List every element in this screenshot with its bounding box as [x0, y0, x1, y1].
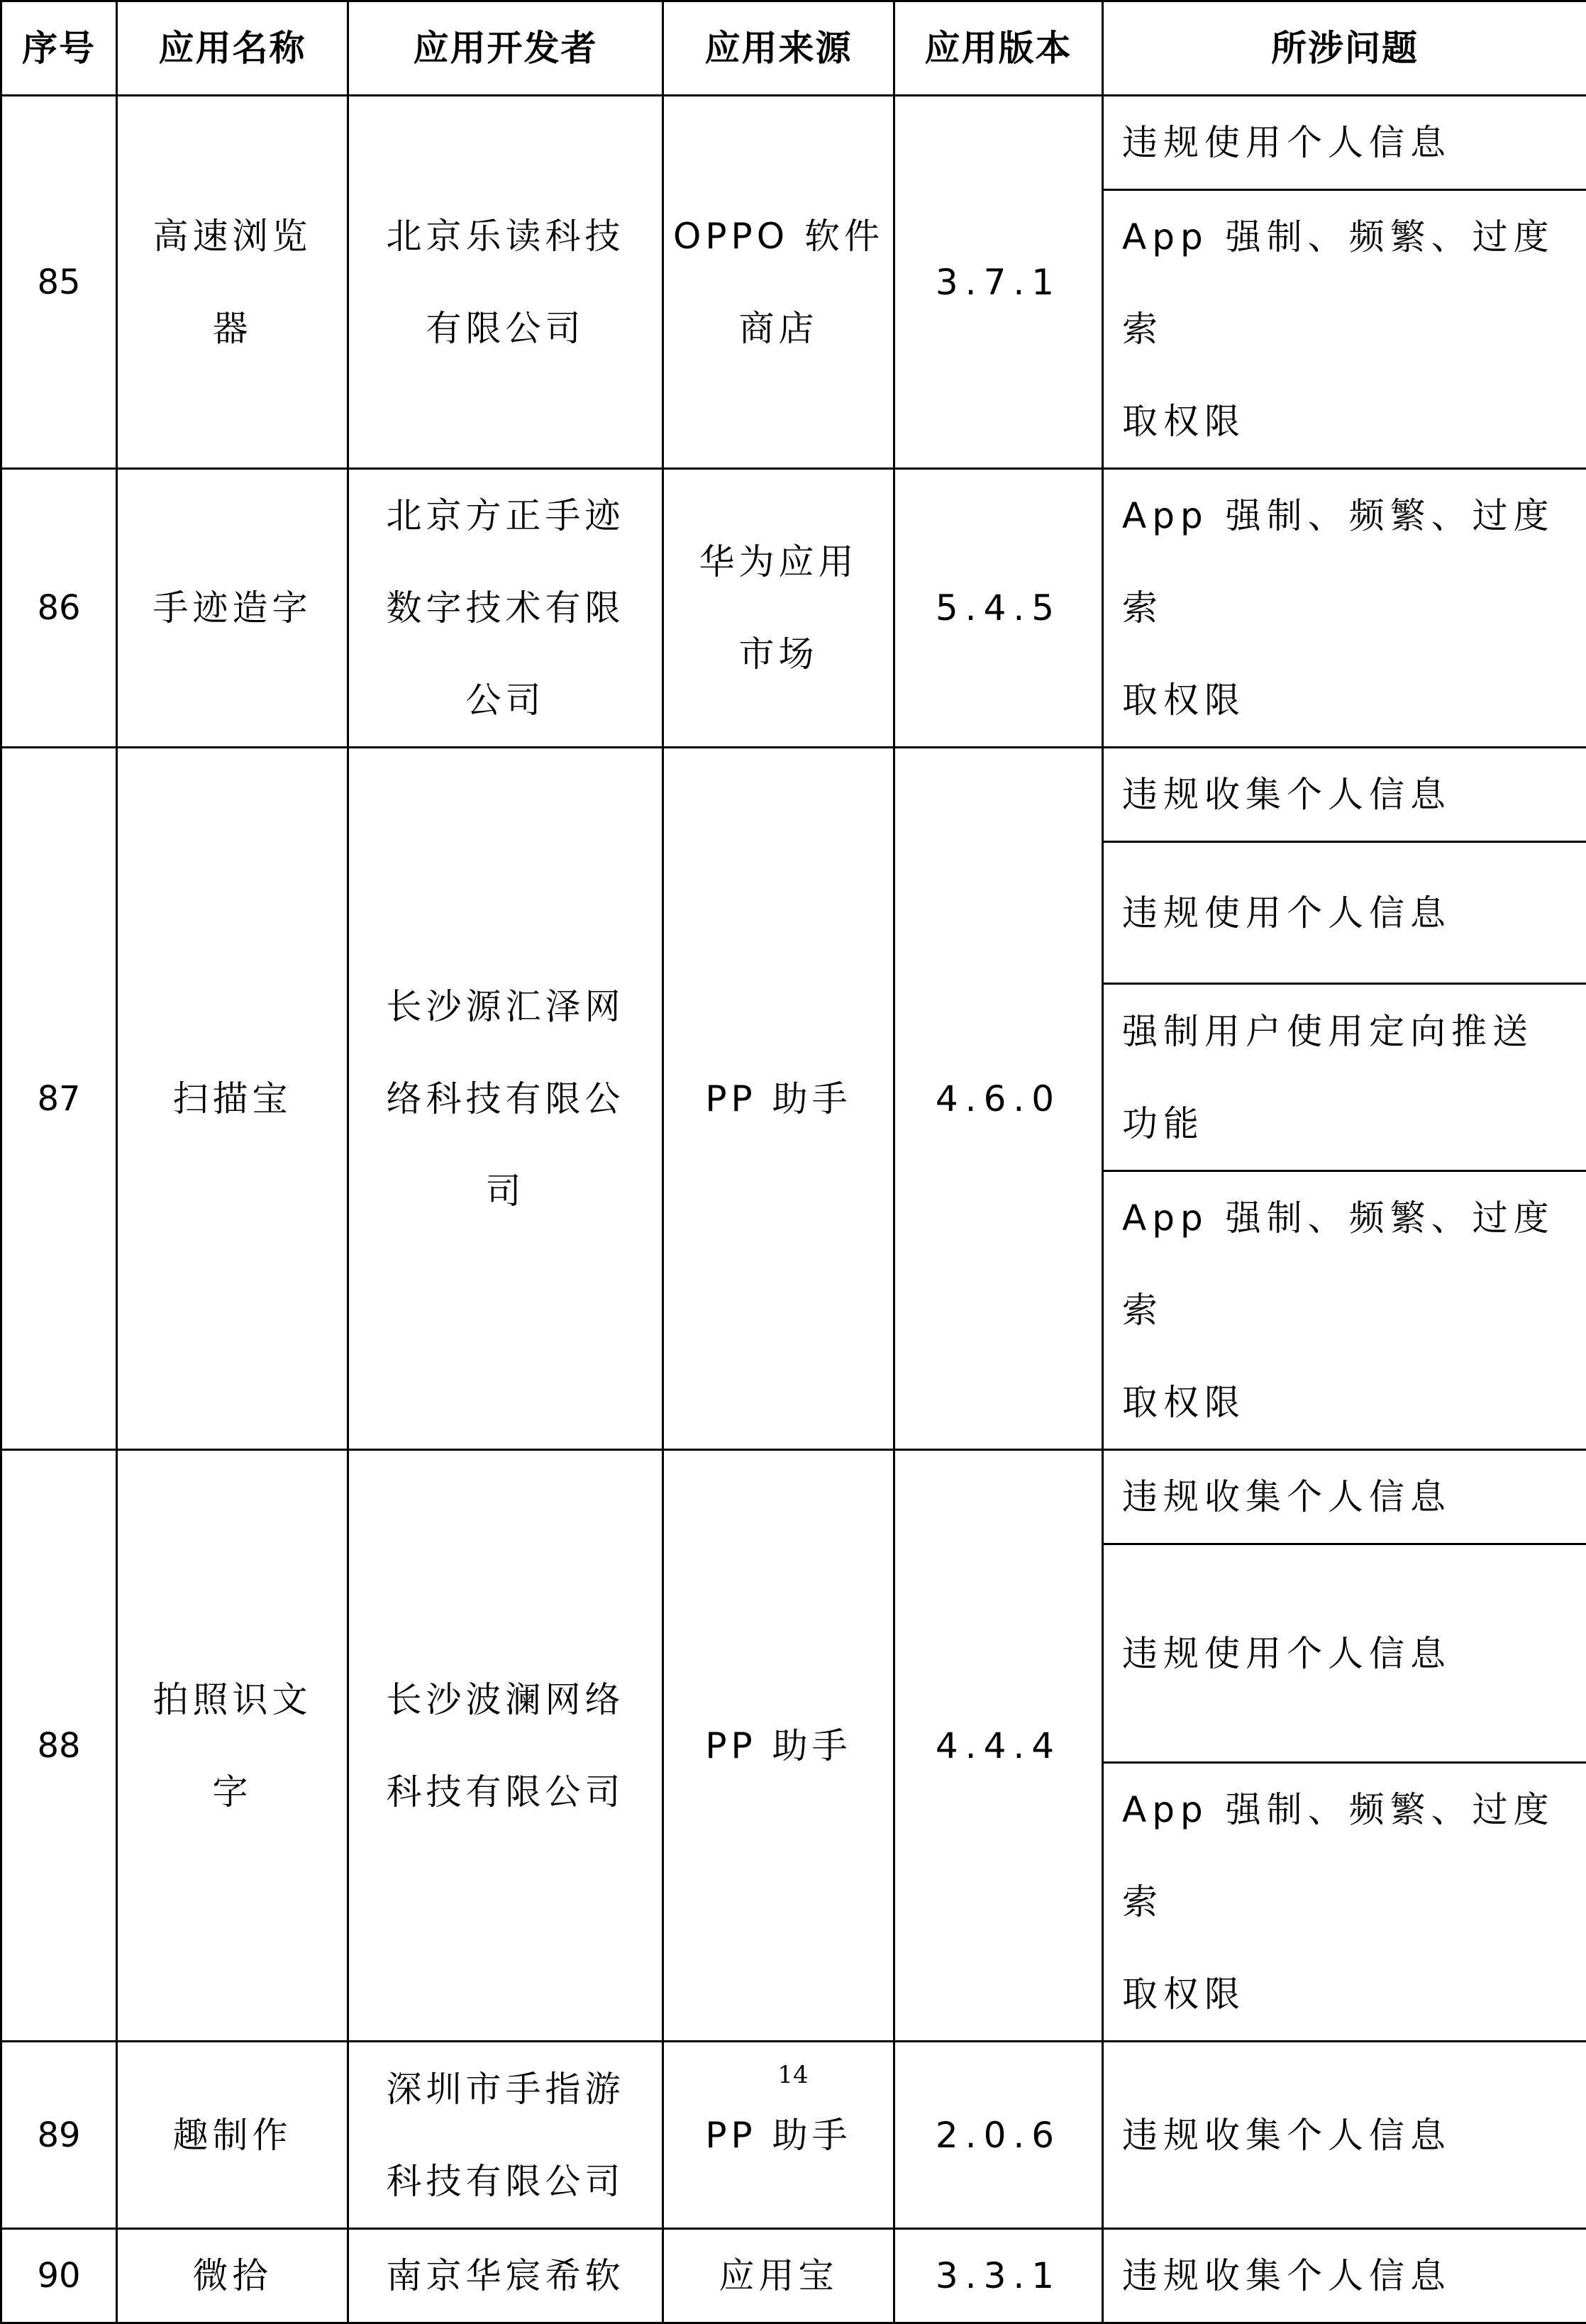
app-version: 4.6.0: [894, 748, 1103, 1450]
row-number: 85: [1, 96, 117, 469]
row-number: 87: [1, 748, 117, 1450]
issue-item: App 强制、频繁、过度索 取权限: [1103, 1171, 1586, 1450]
app-source: PP 助手: [663, 748, 894, 1450]
app-version: 3.7.1: [894, 96, 1103, 469]
app-name: 微拾: [117, 2229, 348, 2323]
column-header: 序号: [1, 1, 117, 96]
app-developer: 长沙源汇泽网 络科技有限公 司: [348, 748, 663, 1450]
column-header: 应用名称: [117, 1, 348, 96]
header-row: [1, 1, 1586, 96]
app-source: 应用宝: [663, 2229, 894, 2323]
row-number: 90: [1, 2229, 117, 2323]
table-row: [1, 748, 1586, 842]
app-name: 趣制作: [117, 2042, 348, 2229]
table-row: [1, 2229, 1586, 2323]
table-row: [1, 469, 1586, 748]
app-name: 扫描宝: [117, 748, 348, 1450]
app-developer: 长沙波澜网络 科技有限公司: [348, 1450, 663, 2042]
app-developer: 南京华宸希软: [348, 2229, 663, 2323]
column-header: 应用开发者: [348, 1, 663, 96]
app-source: 华为应用 市场: [663, 469, 894, 748]
row-number: 88: [1, 1450, 117, 2042]
app-name: 高速浏览 器: [117, 96, 348, 469]
app-version: 2.0.6: [894, 2042, 1103, 2229]
app-developer: 北京乐读科技 有限公司: [348, 96, 663, 469]
app-version: 5.4.5: [894, 469, 1103, 748]
column-header: 应用版本: [894, 1, 1103, 96]
issue-item: App 强制、频繁、过度索 取权限: [1103, 1763, 1586, 2042]
app-version: 4.4.4: [894, 1450, 1103, 2042]
app-source: PP 助手: [663, 2042, 894, 2229]
row-number: 86: [1, 469, 117, 748]
app-name: 手迹造字: [117, 469, 348, 748]
issue-item: App 强制、频繁、过度索 取权限: [1103, 190, 1586, 469]
app-source: PP 助手: [663, 1450, 894, 2042]
issue-item: 违规收集个人信息: [1103, 2229, 1586, 2323]
row-number: 89: [1, 2042, 117, 2229]
issue-item: 违规收集个人信息: [1103, 748, 1586, 842]
app-version: 3.3.1: [894, 2229, 1103, 2323]
app-developer: 深圳市手指游 科技有限公司: [348, 2042, 663, 2229]
page-number: 14: [0, 2061, 1586, 2089]
issue-item: 违规使用个人信息: [1103, 1544, 1586, 1763]
issue-item: 违规收集个人信息: [1103, 1450, 1586, 1544]
issue-item: 违规使用个人信息: [1103, 842, 1586, 984]
issue-item: App 强制、频繁、过度索 取权限: [1103, 469, 1586, 748]
issue-item: 违规收集个人信息: [1103, 2042, 1586, 2229]
app-developer: 北京方正手迹 数字技术有限 公司: [348, 469, 663, 748]
column-header: 应用来源: [663, 1, 894, 96]
issue-item: 强制用户使用定向推送 功能: [1103, 984, 1586, 1171]
table-row: [1, 96, 1586, 190]
issue-item: 违规使用个人信息: [1103, 96, 1586, 190]
app-name: 拍照识文 字: [117, 1450, 348, 2042]
column-header: 所涉问题: [1103, 1, 1586, 96]
table-row: [1, 1450, 1586, 1544]
app-source: OPPO 软件 商店: [663, 96, 894, 469]
